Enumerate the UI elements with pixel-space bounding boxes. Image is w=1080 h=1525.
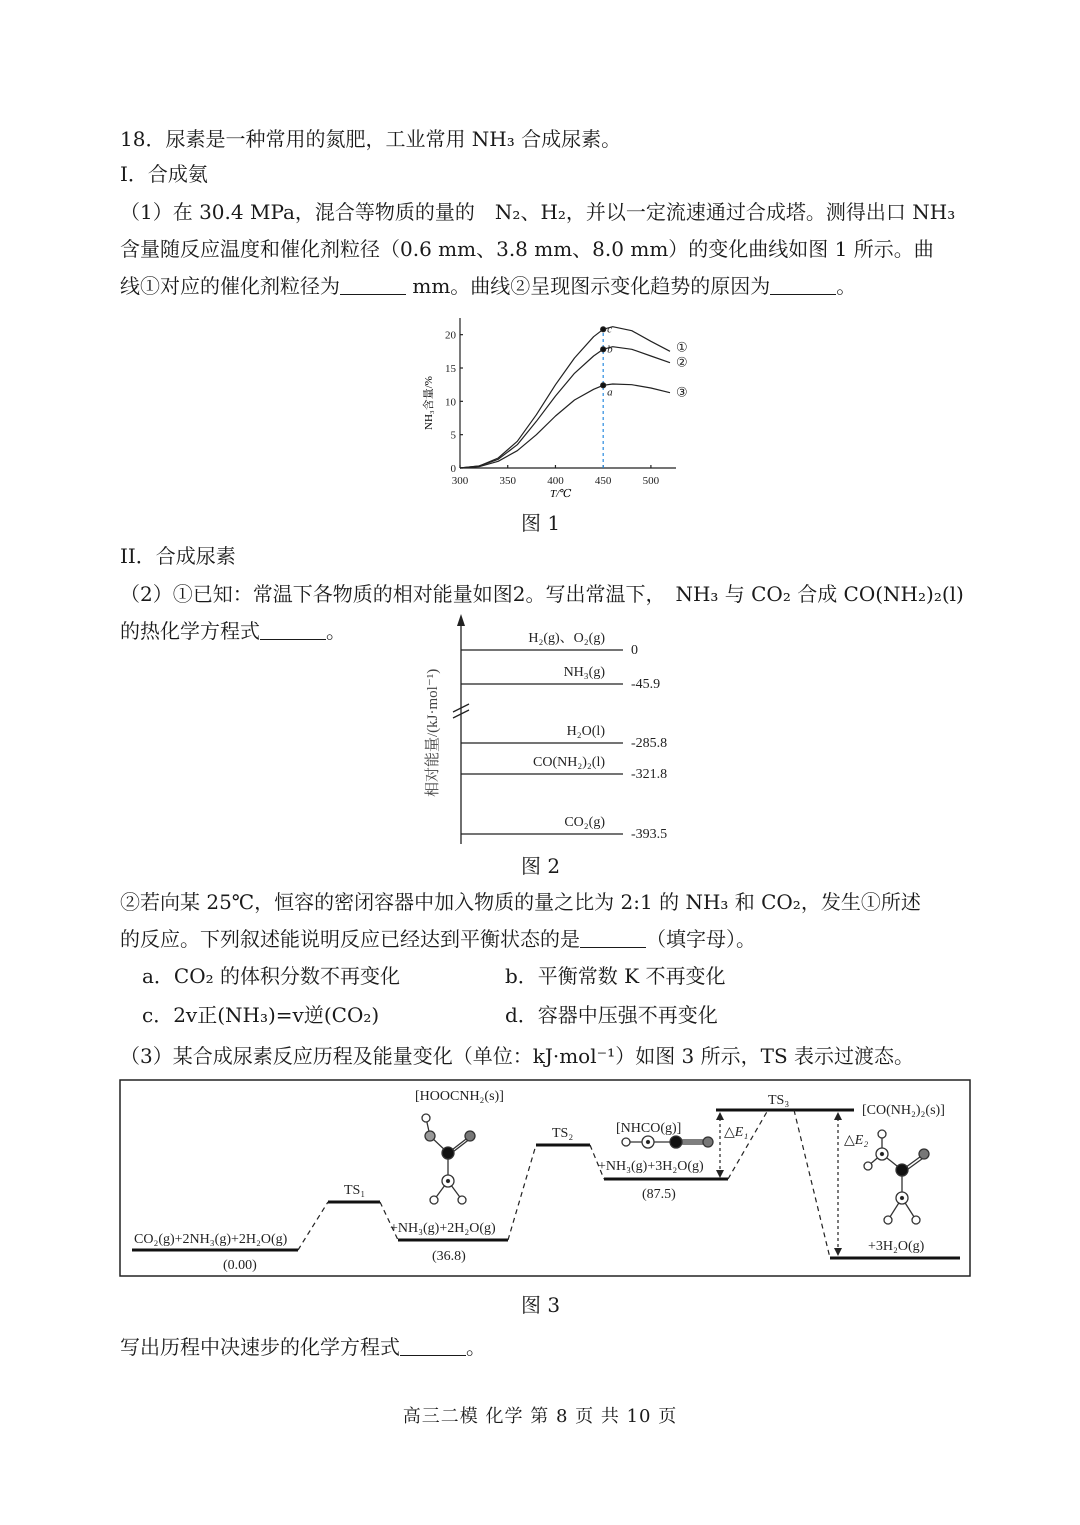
part1-heading: I．合成氨 [120,162,208,186]
figure1-point-label: a [607,386,613,399]
figure2-axis-arrow [457,614,465,626]
figure1-point [601,347,606,352]
figure2-species-0: H₂(g)、O₂(g) [528,631,605,646]
answer-blank-1[interactable] [340,274,406,295]
q2-line2 [120,617,346,645]
q2-line1: （2）①已知：常温下各物质的相对能量如图2。写出常温下， NH₃ 与 CO₂ 合成 CO(NH₂)₂(l) [120,582,964,606]
option-a[interactable]: a．CO₂ 的体积分数不再变化 [142,964,400,988]
page-footer: 高三二模 化学 第 8 页 共 10 页 [402,1406,678,1427]
figure3-int1-value: (36.8) [432,1249,466,1264]
figure1-curve-1 [460,327,670,468]
figure3-caption: 图 3 [521,1293,561,1317]
option-c[interactable]: c．2v正(NH₃)=v逆(CO₂) [142,1003,380,1027]
figure2-value-4: -393.5 [631,827,668,842]
q2b-line2-text-a: 的反应。下列叙述能说明反应已经达到平衡状态的是 [120,927,580,951]
figure3-start-value: (0.00) [223,1258,257,1273]
figure2-value-1: -45.9 [631,677,661,692]
figure1-y-tick-label: 20 [445,329,456,342]
part2-heading: II．合成尿素 [120,544,236,568]
figure3-diagram [118,1078,972,1280]
option-b[interactable]: b．平衡常数 K 不再变化 [505,964,726,988]
answer-blank-2[interactable] [770,274,836,295]
figure3-int2-name: [NHCO(g)] [616,1121,682,1136]
figure1-caption: 图 1 [521,511,561,535]
figure1-x-tick-label: 300 [451,475,469,487]
question-title: 18．尿素是一种常用的氮肥，工业常用 NH₃ 合成尿素。 [120,127,622,151]
figure1-chart [410,310,700,505]
q3-line2 [120,1333,486,1361]
figure3-ts2-label: TS₂ [552,1126,574,1141]
q3-line2-text-b: 。 [466,1335,486,1359]
option-d[interactable]: d．容器中压强不再变化 [505,1003,718,1027]
q1-line3-text-c: 。 [836,274,857,298]
answer-blank-3[interactable] [260,619,326,640]
q2b-line2-text-b: （填字母）。 [646,927,756,951]
nhco-molecule-icon [622,1136,713,1148]
figure3-ts3-label: TS₃ [768,1093,790,1108]
urea-molecule-icon [864,1130,929,1224]
q1-line3 [120,272,856,300]
answer-blank-4[interactable] [580,927,646,948]
figure1-y-tick-label: 0 [450,463,456,475]
figure2-species-3: CO(NH₂)₂(l) [533,755,605,770]
figure1-x-tick-label: 400 [547,475,564,487]
figure3-ts1-label: TS₁ [344,1183,366,1198]
figure3-prod-label: +3H₂O(g) [868,1239,925,1254]
figure2-species-2: H₂O(l) [566,724,605,739]
figure3-de1-label: △E₁ [724,1125,749,1140]
answer-blank-5[interactable] [400,1335,466,1356]
figure1-x-tick-label: 450 [594,475,612,487]
figure1-xlabel: T/℃ [550,488,572,500]
figure2-species-1: NH₃(g) [563,665,605,680]
figure1-curve-label: ② [676,354,688,370]
figure2-caption: 图 2 [521,854,561,878]
figure2-diagram [415,612,695,850]
q1-line3-text-a: 线①对应的催化剂粒径为 [120,274,340,298]
figure2-ylabel: 相对能量/(kJ·mol⁻¹) [425,668,441,797]
figure3-int1-name: [HOOCNH₂(s)] [415,1089,504,1104]
figure1-point-label: c [607,323,613,336]
figure1-curve-label: ③ [676,384,688,400]
figure1-curve-label: ① [676,339,688,355]
figure3-de2-label: △E₂ [844,1133,869,1148]
figure1-y-tick-label: 15 [445,363,456,375]
figure1-y-tick-label: 5 [450,429,456,442]
figure2-value-0: 0 [631,643,638,658]
figure1-x-tick-label: 500 [642,475,660,487]
q3-line2-text-a: 写出历程中决速步的化学方程式 [120,1335,400,1359]
figure1-point [601,327,606,332]
figure3-int2-value: (87.5) [642,1187,676,1202]
q2-line2-text-b: 。 [326,619,346,643]
q1-line1: （1）在 30.4 MPa，混合等物质的量的 N₂、H₂，并以一定流速通过合成塔。测得出口 NH₃ [120,200,956,224]
figure3-int2-label: +NH₃(g)+3H₂O(g) [598,1159,704,1174]
figure1-y-tick-label: 10 [445,396,456,409]
figure2-value-3: -321.8 [631,767,668,782]
q2b-line1: ②若向某 25℃，恒容的密闭容器中加入物质的量之比为 2:1 的 NH₃ 和 CO₂，发生①所述 [120,890,921,914]
hoocnh2-molecule-icon [422,1114,475,1204]
figure2-species-4: CO₂(g) [564,815,605,830]
figure1-ylabel: NH₃含量/% [423,376,435,430]
figure3-start-label: CO₂(g)+2NH₃(g)+2H₂O(g) [134,1232,288,1247]
figure1-point [601,383,606,388]
q2-line2-text-a: 的热化学方程式 [120,619,260,643]
figure3-int1-label: +NH₃(g)+2H₂O(g) [390,1221,496,1236]
q1-line3-text-b: mm。曲线②呈现图示变化趋势的原因为 [406,274,771,298]
q3-line1: （3）某合成尿素反应历程及能量变化（单位：kJ·mol⁻¹）如图 3 所示，TS 表示过渡态。 [120,1044,915,1068]
q1-line2: 含量随反应温度和催化剂粒径（0.6 mm、3.8 mm、8.0 mm）的变化曲线如图 1 所示。曲 [120,237,934,261]
figure1-curve-3 [460,384,670,468]
figure3-prod-name: [CO(NH₂)₂(s)] [862,1103,945,1118]
figure2-value-2: -285.8 [631,736,668,751]
q2b-line2 [120,925,756,953]
figure1-x-tick-label: 350 [499,475,516,487]
figure1-point-label: b [607,343,613,356]
